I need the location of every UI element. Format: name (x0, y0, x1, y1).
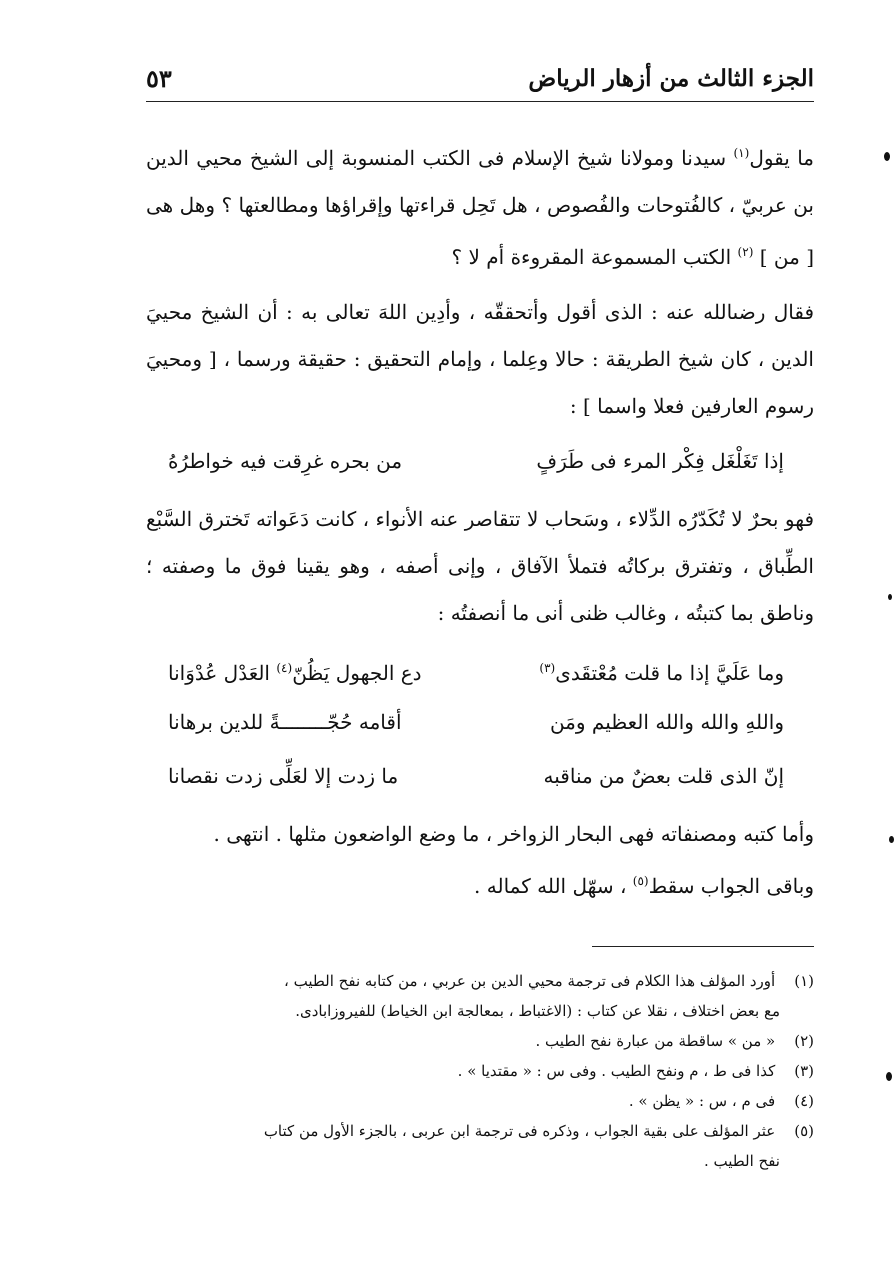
answer-paragraph: فقال رضىالله عنه : الذى أقول وأتحققّه ، وأدِين اللهَ تعالى به : أن الشيخ محييَ الدين ، كان شيخ الطريقة : حالا وعِلما ، وإمام التحقيق : حقيقة ورسما ، [ ومحييَ رسوم العارفين فعلا واسما ] : (146, 300, 814, 418)
verse-1 (146, 434, 814, 488)
footnote-1-continuation: مع بعض اختلاف ، نقلا عن كتاب : (الاغتباط ، بمعالجة ابن الخياط) للفيروزابادى. (295, 1002, 780, 1020)
praise-paragraph: فهو بحرٌ لا تُكَدّرُه الدِّلاء ، وسَحاب لا تتقاصر عنه الأنواء ، كانت دَعَواته تَخترق السَّبْع الطِّباق ، وتفترق بركاتُه فتملأ الآفاق ، وإنى أصفه ، وهو يقينا فوق ما وصفته ؛ وناطق بما كتبتُه ، وغالب ظنى أنى ما أنصفتُه : (146, 507, 815, 625)
verse-2-left-text-a: دع الجهول يَظُنّ (292, 661, 422, 685)
question-text-a: ما يقول (749, 146, 814, 170)
verse-2-left-text-b: العَدْل عُدْوَانا (168, 661, 277, 685)
margin-speck (888, 594, 892, 600)
footnote-5-number: (٥) (794, 1122, 814, 1140)
footnote-4-text: فى م ، س : « يظن » . (628, 1092, 776, 1110)
verse-2-left (146, 641, 422, 700)
footnote-ref-5: (٥) (632, 874, 649, 888)
conclusion-line-1: وأما كتبه ومصنفاته فهى البحار الزواخر ، ما وضع الواضعون مثلها . انتهى . (213, 822, 814, 846)
footnote-ref-1: (١) (733, 146, 750, 160)
footnote-5-continuation: نفح الطيب . (703, 1152, 780, 1170)
question-text-b: سيدنا ومولانا شيخ الإسلام فى الكتب المنسوبة إلى الشيخ محيي الدين بن عربيّ ، كالفُتوحات والفُصوص ، هل تَحِل قراءتها وإقراؤها ومطالعتها ؟ وهل هى [ من ] (146, 146, 815, 269)
conclusion-line-2 (146, 858, 814, 910)
footnote-2-number: (٢) (794, 1032, 814, 1050)
footnote-3-number: (٣) (794, 1062, 814, 1080)
footnote-1 (146, 966, 814, 996)
footnote-2 (146, 1026, 814, 1056)
verse-2-right-text: وما عَلَيَّ إذا ما قلت مُعْتقَدى (555, 661, 784, 685)
verse-3 (146, 695, 814, 749)
question-paragraph (146, 130, 814, 281)
footnotes (146, 966, 814, 1176)
footnote-ref-3: (٣) (539, 661, 556, 675)
margin-speck (889, 836, 894, 843)
verse-3-right: واللهِ والله والله العظيم ومَن (549, 710, 784, 734)
header-rule (146, 101, 814, 102)
footnote-1-number: (١) (794, 972, 814, 990)
footnote-4 (146, 1086, 814, 1116)
footnote-rule (592, 946, 814, 947)
footnote-5 (146, 1116, 814, 1146)
question-text-c: الكتب المسموعة المقروءة أم لا ؟ (451, 245, 738, 269)
page-header (146, 60, 814, 96)
footnote-4-number: (٤) (794, 1092, 814, 1110)
verse-1-left: من بحره غرِقت فيه خواطرُهُ (168, 449, 403, 473)
verse-2-right (539, 641, 814, 700)
margin-speck (884, 152, 890, 161)
footnote-3-text: كذا فى ط ، م ونفح الطيب . وفى س : « مقتديا » . (457, 1062, 776, 1080)
verse-1-right: إذا تَغَلْغَل فِكْر المرء فى طَرَفٍ (536, 449, 784, 473)
running-title: الجزء الثالث من أزهار الرياض (528, 64, 814, 92)
footnote-1-text: أورد المؤلف هذا الكلام فى ترجمة محيي الدين بن عربي ، من كتابه نفح الطيب ، (284, 972, 776, 990)
verse-2 (146, 641, 814, 695)
page-number: ٥٣ (146, 63, 172, 93)
footnote-ref-4: (٤) (276, 661, 293, 675)
footnote-ref-2: (٢) (737, 245, 754, 259)
margin-speck (886, 1072, 892, 1081)
main-text (146, 130, 814, 910)
conclusion-text-a: وباقى الجواب سقط (648, 874, 814, 898)
verse-4 (146, 749, 814, 803)
footnote-5-text: عثر المؤلف على بقية الجواب ، وذكره فى ترجمة ابن عربى ، بالجزء الأول من كتاب (263, 1122, 776, 1140)
footnote-3 (146, 1056, 814, 1086)
verse-4-right: إنّ الذى قلت بعضٌ من مناقبه (543, 764, 784, 788)
verse-4-left: ما زدت إلا لعَلِّى زدت نقصانا (168, 764, 399, 788)
conclusion-text-b: ، سهّل الله كماله . (474, 874, 633, 898)
footnote-2-text: « من » ساقطة من عبارة نفح الطيب . (535, 1032, 776, 1050)
verse-3-left: أقامه حُجّــــــــةً للدين برهانا (168, 710, 402, 734)
